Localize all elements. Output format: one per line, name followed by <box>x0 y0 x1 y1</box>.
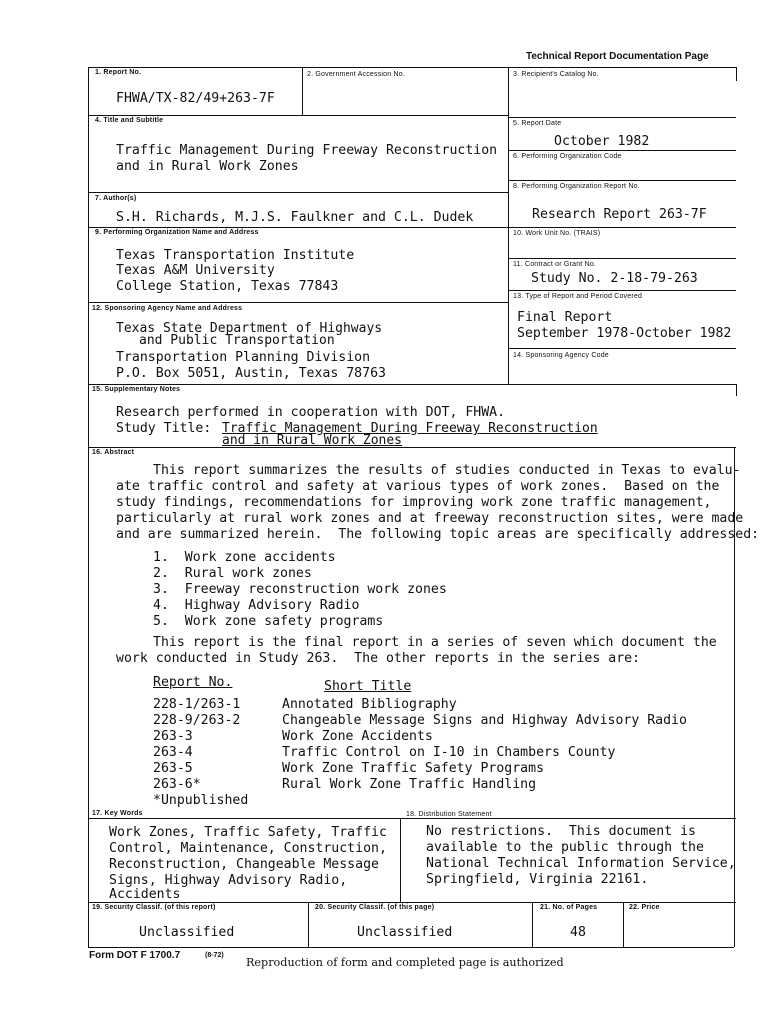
title-line-2: and in Rural Work Zones <box>116 159 299 174</box>
form-date: (8-72) <box>205 952 224 959</box>
topic-item: 5. Work zone safety programs <box>153 614 384 629</box>
label-price: 22. Price <box>629 904 660 911</box>
series-short-title: Work Zone Traffic Safety Programs <box>282 761 545 776</box>
contract-value: Study No. 2-18-79-263 <box>531 271 698 286</box>
abstract-p1-line-3: study findings, recommendations for improving work zone traffic management, <box>116 495 712 510</box>
report-date-value: October 1982 <box>554 134 650 149</box>
series-report-no: 263-6* <box>153 777 201 792</box>
footer-note: Reproduction of form and completed page is authorized <box>246 956 564 969</box>
divider-col-2 <box>302 67 303 115</box>
divider-row-7 <box>88 192 508 193</box>
sponsor-line-2: and Public Transportation <box>139 333 335 348</box>
label-perf-org-report: 8. Performing Organization Report No. <box>513 183 640 190</box>
series-col-short-title: Short Title <box>324 679 412 694</box>
label-report-type: 13. Type of Report and Period Covered <box>513 293 643 300</box>
label-num-pages: 21. No. of Pages <box>540 904 598 911</box>
abstract-p1-line-1: This report summarizes the results of studies conducted in Texas to evalu- <box>153 463 741 478</box>
divider-row-16 <box>88 447 736 448</box>
key-words-line-2: Control, Maintenance, Construction, <box>109 841 387 856</box>
divider-row-9 <box>88 227 736 228</box>
label-work-unit: 10. Work Unit No. (TRAIS) <box>513 230 601 237</box>
series-report-no: 263-5 <box>153 761 193 776</box>
series-short-title: Annotated Bibliography <box>282 697 457 712</box>
topic-item: 1. Work zone accidents <box>153 550 336 565</box>
divider-col-22 <box>623 902 624 947</box>
key-words-line-4: Signs, Highway Advisory Radio, <box>109 873 348 888</box>
sec-report-value: Unclassified <box>139 925 235 940</box>
label-catalog-no: 3. Recipient's Catalog No. <box>513 71 599 78</box>
label-sponsor: 12. Sponsoring Agency Name and Address <box>92 305 243 312</box>
series-short-title: Traffic Control on I-10 in Chambers County <box>282 745 616 760</box>
divider-row-6 <box>508 150 736 151</box>
divider-row-12 <box>88 302 508 303</box>
label-perf-org-code: 6. Performing Organization Code <box>513 153 622 160</box>
divider-row-1 <box>88 115 508 116</box>
divider-row-17 <box>88 902 736 903</box>
label-gov-accession: 2. Government Accession No. <box>307 71 405 78</box>
abstract-p2-line-2: work conducted in Study 263. The other reports in the series are: <box>116 651 641 666</box>
divider-col-18b <box>400 818 401 902</box>
topic-item: 3. Freeway reconstruction work zones <box>153 582 447 597</box>
title-line-1: Traffic Management During Freeway Reconstruction <box>116 143 498 158</box>
label-authors: 7. Author(s) <box>95 195 137 202</box>
abstract-p1-line-4: particularly at rural work zones and at freeway reconstruction sites, were made <box>116 511 744 526</box>
sponsor-line-1: Texas State Department of Highways <box>116 321 383 336</box>
perf-org-line-1: Texas Transportation Institute <box>116 248 355 263</box>
divider-row-5 <box>508 117 736 118</box>
label-supp-notes: 15. Supplementary Notes <box>92 386 181 393</box>
series-report-no: 228-1/263-1 <box>153 697 241 712</box>
divider-row-8 <box>508 180 736 181</box>
study-title-prefix: Study Title: <box>116 421 212 436</box>
divider-row-14 <box>508 348 736 349</box>
form-border-right-mid <box>736 384 737 396</box>
sponsor-line-4: P.O. Box 5051, Austin, Texas 78763 <box>116 366 386 381</box>
series-report-no: 228-9/263-2 <box>153 713 241 728</box>
label-sec-page: 20. Security Classif. (of this page) <box>315 904 435 911</box>
key-words-line-1: Work Zones, Traffic Safety, Traffic <box>109 825 387 840</box>
divider-col-3 <box>508 67 509 385</box>
label-sponsor-code: 14. Sponsoring Agency Code <box>513 352 609 359</box>
study-title-line-2: and in Rural Work Zones <box>222 433 403 448</box>
key-words-line-5: Accidents <box>109 887 181 902</box>
series-report-no: 263-4 <box>153 745 193 760</box>
divider-row-15 <box>88 384 736 385</box>
key-words-line-3: Reconstruction, Changeable Message <box>109 857 379 872</box>
form-border-bottom <box>88 947 734 948</box>
divider-row-13 <box>508 290 736 291</box>
label-sec-report: 19. Security Classif. (of this report) <box>92 904 216 911</box>
perf-org-line-3: College Station, Texas 77843 <box>116 279 339 294</box>
divider-keywords <box>88 818 736 819</box>
distribution-line-3: National Technical Information Service, <box>426 856 736 871</box>
form-border-right-bottom <box>734 902 735 947</box>
report-type-line-2: September 1978-October 1982 <box>517 326 732 341</box>
distribution-line-2: available to the public through the <box>426 840 704 855</box>
sponsor-line-3: Transportation Planning Division <box>116 350 371 365</box>
form-border-top <box>88 67 736 68</box>
sec-page-value: Unclassified <box>357 925 453 940</box>
label-perf-org: 9. Performing Organization Name and Address <box>95 229 259 236</box>
series-col-report-no: Report No. <box>153 675 233 690</box>
series-short-title: Rural Work Zone Traffic Handling <box>282 777 537 792</box>
divider-col-21 <box>532 902 533 947</box>
num-pages-value: 48 <box>570 925 586 940</box>
abstract-p1-line-2: ate traffic control and safety at various types of work zones. Based on the <box>116 479 720 494</box>
perf-org-report-value: Research Report 263-7F <box>532 207 707 222</box>
distribution-line-1: No restrictions. This document is <box>426 824 696 839</box>
form-number: Form DOT F 1700.7 <box>89 950 181 961</box>
label-distribution: 18. Distribution Statement <box>406 811 492 818</box>
authors-value: S.H. Richards, M.J.S. Faulkner and C.L. Dudek <box>116 210 474 225</box>
series-short-title: Work Zone Accidents <box>282 729 433 744</box>
perf-org-line-2: Texas A&M University <box>116 263 275 278</box>
form-border-right-top <box>736 67 737 81</box>
label-title: 4. Title and Subtitle <box>95 117 164 124</box>
label-abstract: 16. Abstract <box>92 449 135 456</box>
label-contract: 11. Contract or Grant No. <box>513 261 597 268</box>
distribution-line-4: Springfield, Virginia 22161. <box>426 872 649 887</box>
report-no-value: FHWA/TX-82/49+263-7F <box>116 91 275 106</box>
series-short-title: Changeable Message Signs and Highway Advisory Radio <box>282 713 687 728</box>
abstract-p2-line-1: This report is the final report in a series of seven which document the <box>153 635 717 650</box>
label-key-words: 17. Key Words <box>92 810 143 817</box>
abstract-p1-line-5: and are summarized herein. The following topic areas are specifically addressed: <box>116 527 760 542</box>
label-report-date: 5. Report Date <box>513 120 562 127</box>
label-report-no: 1. Report No. <box>95 69 142 76</box>
divider-row-11 <box>508 258 736 259</box>
divider-col-20 <box>308 902 309 947</box>
series-footnote: *Unpublished <box>153 793 249 808</box>
page-title: Technical Report Documentation Page <box>526 51 709 62</box>
report-type-line-1: Final Report <box>517 310 613 325</box>
form-border-left <box>88 67 89 947</box>
series-report-no: 263-3 <box>153 729 193 744</box>
supp-notes-line-1: Research performed in cooperation with DOT, FHWA. <box>116 405 506 420</box>
topic-item: 4. Highway Advisory Radio <box>153 598 360 613</box>
study-title-line-1: Traffic Management During Freeway Reconstruction <box>222 421 598 436</box>
topic-item: 2. Rural work zones <box>153 566 312 581</box>
